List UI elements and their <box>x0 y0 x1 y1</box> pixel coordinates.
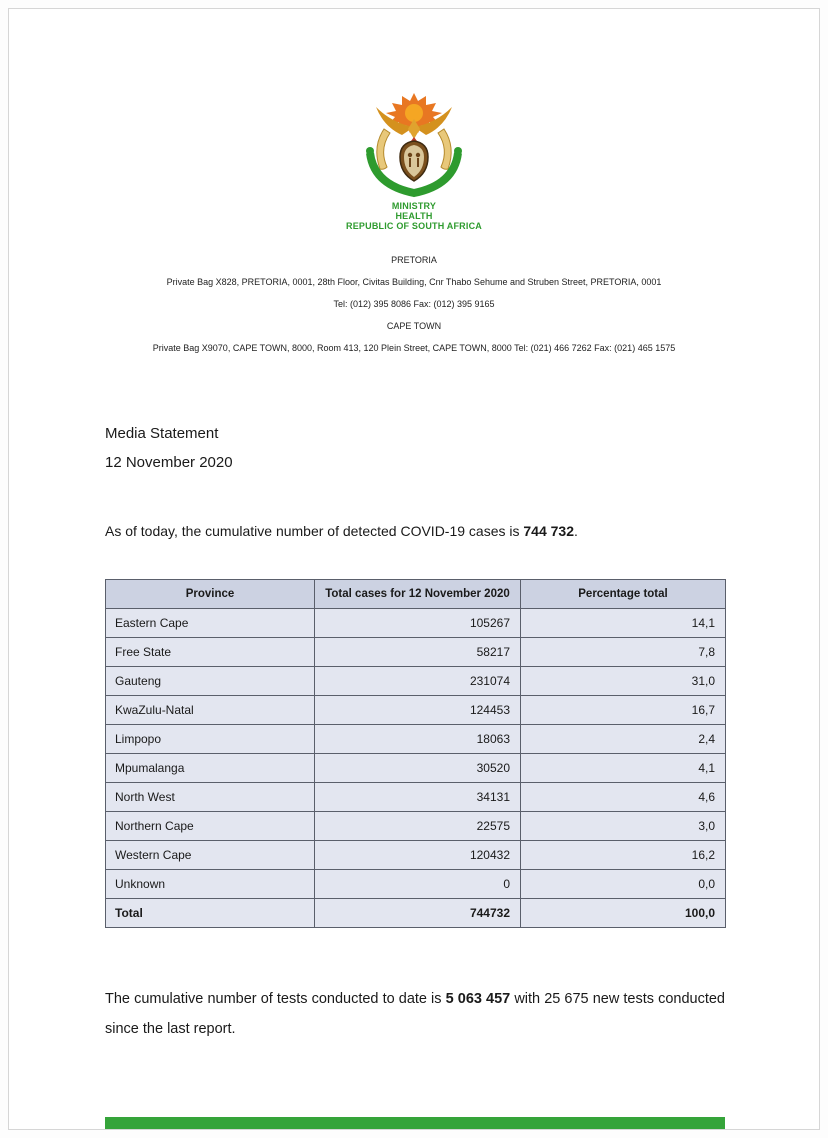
ministry-title <box>105 201 723 231</box>
table-cell: North West <box>106 783 315 812</box>
next-table-header-partial <box>105 1117 725 1129</box>
table-cell: 2,4 <box>521 725 726 754</box>
table-row <box>106 841 726 870</box>
table-cell: 744732 <box>315 899 521 928</box>
tusk-left-icon <box>377 129 390 169</box>
pretoria-tel-fax: Tel: (012) 395 8086 Fax: (012) 395 9165 <box>333 299 495 309</box>
cases-summary-suffix: . <box>574 523 578 539</box>
table-cell: 4,1 <box>521 754 726 783</box>
tests-summary-text <box>105 984 725 1044</box>
table-row <box>106 754 726 783</box>
table-cell: Gauteng <box>106 667 315 696</box>
table-cell: 22575 <box>315 812 521 841</box>
statement-date: 12 November 2020 <box>105 454 233 471</box>
pretoria-address: Private Bag X828, PRETORIA, 0001, 28th Floor, Civitas Building, Cnr Thabo Sehume and Struben Street, PRETORIA, 0001 <box>166 277 662 287</box>
table-cell: 0 <box>315 870 521 899</box>
table-cell: 18063 <box>315 725 521 754</box>
table-cell: Total <box>106 899 315 928</box>
table-header <box>106 580 726 609</box>
table-header-row <box>106 580 726 609</box>
table-cell: 7,8 <box>521 638 726 667</box>
table-cell: Free State <box>106 638 315 667</box>
cases-summary-prefix: As of today, the cumulative number of detected COVID-19 cases is <box>105 523 524 539</box>
title-block <box>105 419 723 477</box>
cases-summary-text <box>105 521 723 541</box>
page-content <box>9 93 819 1044</box>
table-cell: 31,0 <box>521 667 726 696</box>
coat-of-arms-emblem <box>354 93 474 199</box>
table-cell: Northern Cape <box>106 812 315 841</box>
table-row <box>106 899 726 928</box>
table-cell: Eastern Cape <box>106 609 315 638</box>
table-cell: Unknown <box>106 870 315 899</box>
table-cell: 34131 <box>315 783 521 812</box>
table-row <box>106 696 726 725</box>
page-title: Media Statement <box>105 425 219 442</box>
ministry-line-3: REPUBLIC OF SOUTH AFRICA <box>346 221 482 231</box>
table-cell: 4,6 <box>521 783 726 812</box>
pretoria-heading: PRETORIA <box>391 255 437 265</box>
table-row <box>106 783 726 812</box>
ministry-line-2: HEALTH <box>395 211 433 221</box>
table-cell: 0,0 <box>521 870 726 899</box>
table-cell: 231074 <box>315 667 521 696</box>
table-cell: KwaZulu-Natal <box>106 696 315 725</box>
column-header-percentage: Percentage total <box>521 580 726 609</box>
capetown-address: Private Bag X9070, CAPE TOWN, 8000, Room 413, 120 Plein Street, CAPE TOWN, 8000 Tel: (021) 466 7262 Fax: (021) 465 1575 <box>152 343 676 353</box>
cases-table-body <box>106 609 726 928</box>
capetown-heading: CAPE TOWN <box>386 321 442 331</box>
table-cell: 58217 <box>315 638 521 667</box>
ministry-line-1: MINISTRY <box>391 201 437 211</box>
cases-total-value: 744 732 <box>523 523 574 539</box>
document-page <box>8 8 820 1130</box>
column-header-province: Province <box>106 580 315 609</box>
table-cell: Mpumalanga <box>106 754 315 783</box>
tests-summary-prefix: The cumulative number of tests conducted to date is <box>105 991 446 1007</box>
table-cell: 120432 <box>315 841 521 870</box>
table-cell: 30520 <box>315 754 521 783</box>
table-row <box>106 609 726 638</box>
table-cell: 16,2 <box>521 841 726 870</box>
table-cell: 14,1 <box>521 609 726 638</box>
cases-by-province-table <box>105 579 726 928</box>
table-cell: Limpopo <box>106 725 315 754</box>
table-cell: 124453 <box>315 696 521 725</box>
column-header-total-cases: Total cases for 12 November 2020 <box>315 580 521 609</box>
table-row <box>106 638 726 667</box>
shield-icon <box>400 141 428 181</box>
tests-summary-suffix: with 25 675 new tests conducted since the last report. <box>105 991 725 1037</box>
table-cell: 3,0 <box>521 812 726 841</box>
tusk-right-icon <box>438 129 451 169</box>
table-cell: Western Cape <box>106 841 315 870</box>
table-row <box>106 667 726 696</box>
tests-total-value: 5 063 457 <box>445 991 511 1007</box>
table-row <box>106 870 726 899</box>
table-row <box>106 812 726 841</box>
table-row <box>106 725 726 754</box>
table-cell: 105267 <box>315 609 521 638</box>
table-cell: 16,7 <box>521 696 726 725</box>
office-addresses <box>105 249 723 359</box>
table-cell: 100,0 <box>521 899 726 928</box>
